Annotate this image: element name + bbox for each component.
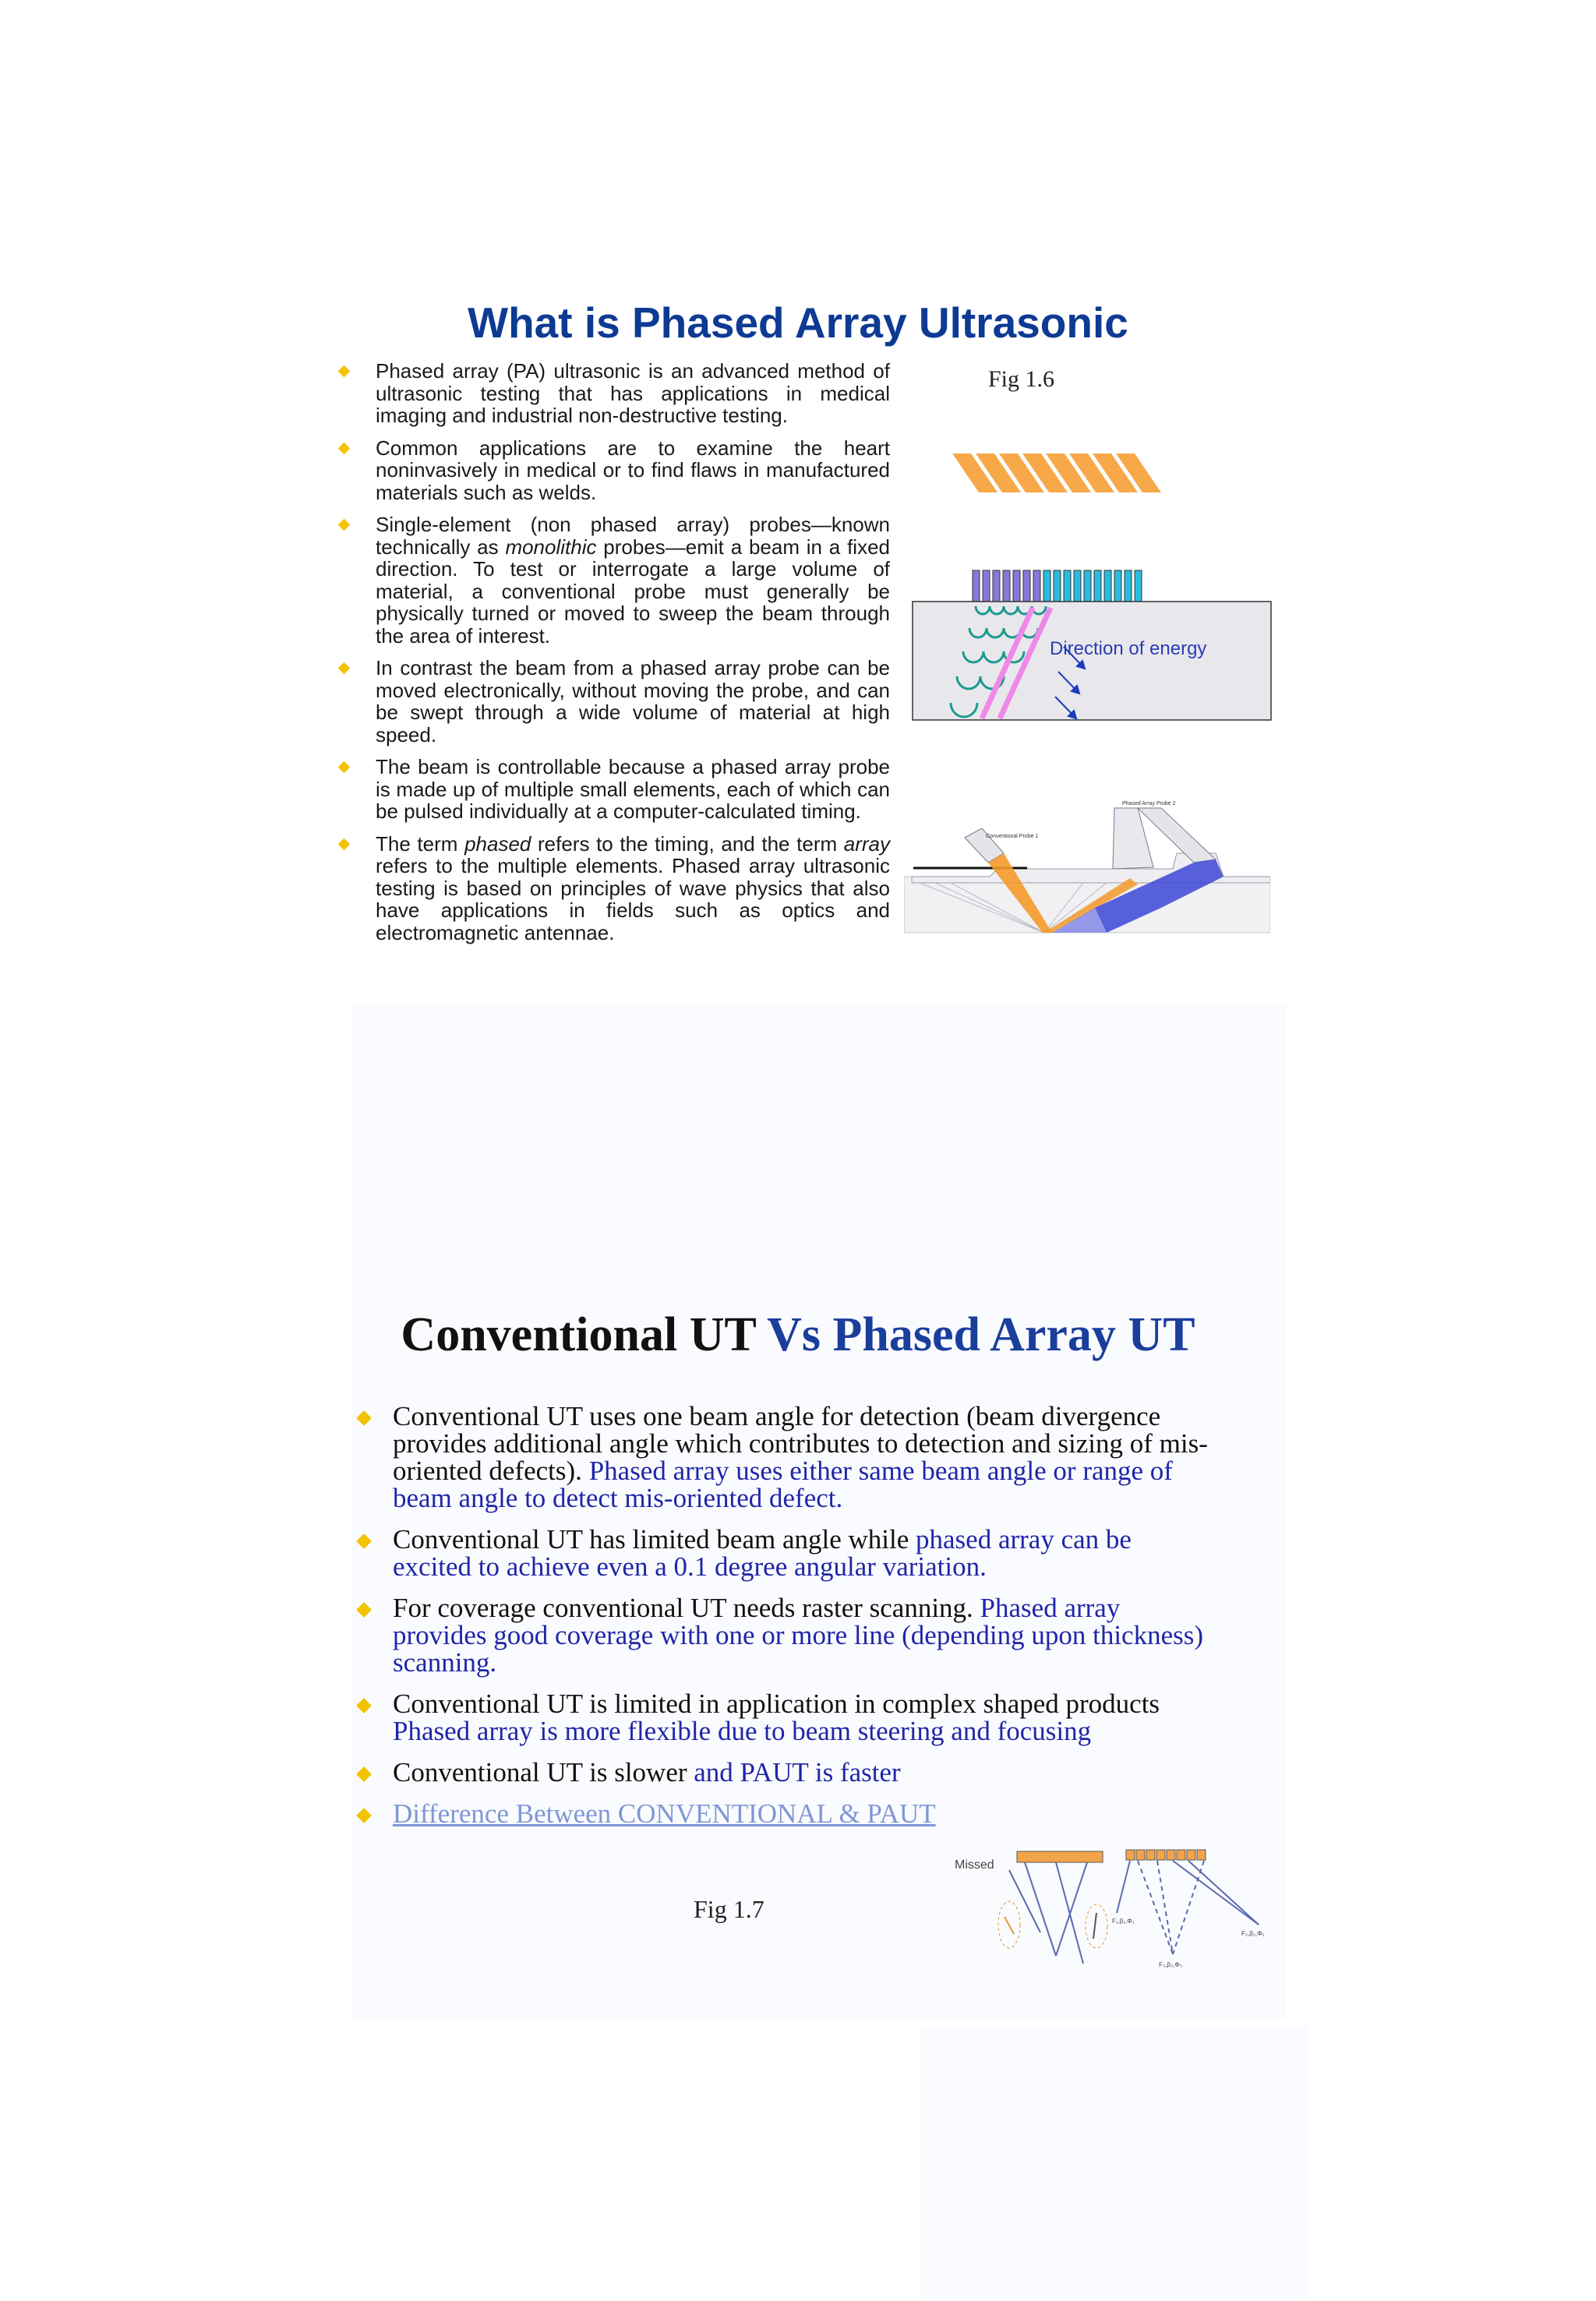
list-item (335, 1594, 1214, 1676)
title-blue-part: Vs Phased Array UT (767, 1308, 1195, 1361)
array-elements (1126, 1850, 1206, 1860)
diamond-bullet-icon (338, 442, 351, 454)
bullet-text: refers to the multiple elements. Phased array ultrasonic testing is based on principles of wave physics that also have applications in fields such as optics and electromagnetic antennae. (376, 854, 890, 944)
list-item (335, 1759, 1214, 1786)
bullet-text: The beam is controllable because a phased array probe is made up of multiple small elements, each of which can be pulsed individually at a computer-calculated timing. (376, 755, 890, 823)
figure-caption-1-6: Fig 1.6 (988, 366, 1055, 392)
phased-array-beam-diagram (904, 436, 1278, 732)
diamond-bullet-icon (338, 519, 351, 531)
bullet-text: Conventional UT uses one beam angle for detection (beam divergence provides additional angle which contributes to detection and sizing of mis-oriented defects). (393, 1401, 1208, 1486)
bullet-text: The term (376, 831, 465, 856)
focal-label-1: F₁,β₁,Φ₁ (1112, 1918, 1135, 1925)
bullet-text-blue: phased array can be excited to achieve even a 0.1 degree angular variation. (393, 1524, 1132, 1582)
conventional-probe (1017, 1851, 1103, 1862)
focal-label-2: F₂,β₂,Φ₂ (1241, 1930, 1265, 1937)
diamond-bullet-icon (338, 838, 351, 850)
diamond-bullet-icon (356, 1698, 372, 1713)
probe-2-label: Phased Array Probe 2 (1122, 801, 1176, 806)
difference-link[interactable]: Difference Between CONVENTIONAL & PAUT (393, 1798, 936, 1829)
bullet-text: refers to the timing, and the term (531, 831, 844, 856)
bullet-text-blue: Phased array uses either same beam angle or range of beam angle to detect mis-oriented defect. (393, 1456, 1173, 1513)
angled-element-strips (952, 453, 1161, 492)
diamond-bullet-icon (356, 1808, 372, 1823)
bullet-text: For coverage conventional UT needs raster scanning. (393, 1593, 980, 1623)
bullet-text: In contrast the beam from a phased array probe can be moved electronically, without moving the probe, and can be swept through a wide volume of material at high speed. (376, 656, 890, 746)
diamond-bullet-icon (338, 365, 351, 378)
beam-paths (1009, 1861, 1259, 1964)
list-item (335, 756, 890, 823)
list-item (335, 1690, 1214, 1745)
italic-term: monolithic (505, 535, 597, 559)
bullet-text: Single-element (non phased array) probes—known technically as (376, 513, 890, 559)
page-background-shade (920, 2026, 1309, 2299)
diamond-bullet-icon (338, 662, 351, 675)
bullet-text-blue: Phased array is more flexible due to beam steering and focusing (393, 1716, 1092, 1746)
section-title-phased-array: What is Phased Array Ultrasonic (468, 298, 1128, 347)
diamond-bullet-icon (356, 1602, 372, 1618)
list-item (335, 657, 890, 746)
bullet-text: Phased array (PA) ultrasonic is an advanced method of ultrasonic testing that has applications in medical imaging and industrial non-destructive testing. (376, 359, 890, 427)
italic-term: phased (464, 831, 531, 856)
list-item (335, 833, 890, 944)
italic-term: array (843, 831, 891, 856)
comparison-bullet-list (335, 1403, 1214, 1841)
bullet-text: probes—emit a beam in a fixed direction. To test or interrogate a large volume of material, a conventional probe must generally be physically turned or moved to sweep the beam through the area of interest. (376, 535, 890, 648)
bullet-text: Conventional UT is slower (393, 1757, 694, 1788)
list-item (335, 1800, 1214, 1827)
diamond-bullet-icon (356, 1410, 372, 1426)
bullet-text: Conventional UT is limited in application in complex shaped products (393, 1689, 1160, 1719)
diamond-bullet-icon (356, 1533, 372, 1549)
list-item (335, 437, 890, 504)
diamond-bullet-icon (356, 1766, 372, 1782)
section-title-comparison (0, 1308, 1596, 1363)
probe-1-label: Conventional Probe 1 (986, 834, 1039, 839)
missed-label: Missed (955, 1858, 994, 1872)
bullet-text-blue: Phased array provides good coverage with one or more line (depending upon thickness) scanning. (393, 1593, 1204, 1678)
list-item (335, 360, 890, 427)
list-item (335, 1526, 1214, 1580)
probe-comparison-diagram (904, 791, 1270, 939)
array-probe-elements (973, 570, 1142, 602)
direction-of-energy-label: Direction of energy (1050, 638, 1207, 659)
bullet-text: Conventional UT has limited beam angle while (393, 1524, 916, 1555)
list-item (335, 1403, 1214, 1512)
diamond-bullet-icon (338, 761, 351, 774)
bullet-text-blue: and PAUT is faster (694, 1757, 901, 1788)
figure-caption-1-7: Fig 1.7 (694, 1895, 764, 1923)
focal-label-3: F₃,β₃,Φ₃ (1159, 1961, 1183, 1968)
bullet-text: Common applications are to examine the heart noninvasively in medical or to find flaws in manufactured materials such as welds. (376, 436, 890, 504)
list-item (335, 513, 890, 647)
title-black-part: Conventional UT (401, 1308, 768, 1361)
beam-coverage-diagram (947, 1839, 1305, 1995)
phased-array-bullet-list (335, 360, 890, 954)
